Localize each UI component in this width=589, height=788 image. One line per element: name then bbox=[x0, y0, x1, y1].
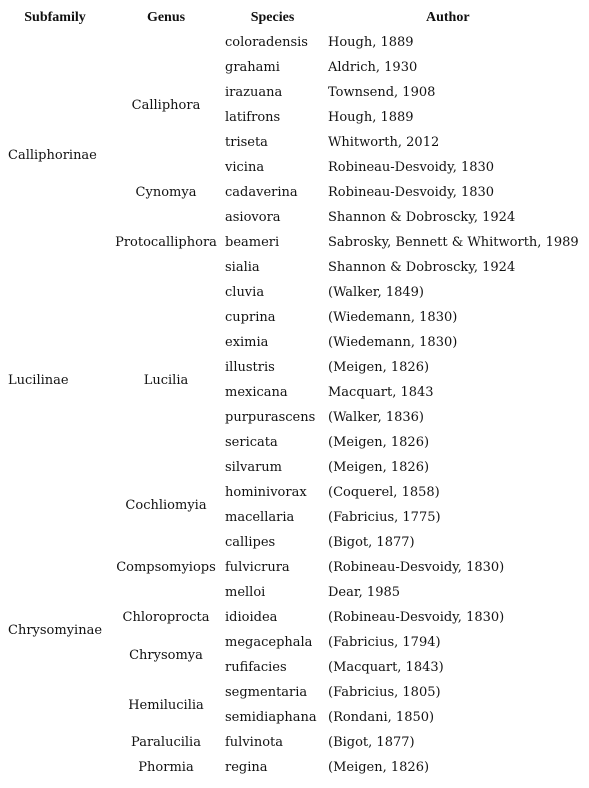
author-cell: (Fabricius, 1775) bbox=[328, 510, 441, 525]
species-cell: grahami bbox=[225, 60, 280, 75]
author-cell: Hough, 1889 bbox=[328, 35, 414, 50]
author-cell: (Meigen, 1826) bbox=[328, 760, 430, 775]
species-table bbox=[0, 5, 589, 780]
author-cell: Sabrosky, Bennett & Whitworth, 1989 bbox=[328, 235, 579, 250]
author-cell: Whitworth, 2012 bbox=[328, 135, 440, 150]
genus-cell: Compsomyiops bbox=[116, 560, 216, 575]
author-cell: Aldrich, 1930 bbox=[328, 60, 418, 75]
subfamily-cell: Lucilinae bbox=[8, 372, 69, 388]
author-cell: Shannon & Dobroscky, 1924 bbox=[328, 260, 516, 275]
species-cell: vicina bbox=[225, 160, 265, 175]
genus-cell: Protocalliphora bbox=[115, 235, 217, 250]
header-genus: Genus bbox=[146, 9, 186, 25]
table-row bbox=[0, 280, 589, 305]
author-cell: (Meigen, 1826) bbox=[328, 435, 430, 450]
author-cell: (Fabricius, 1805) bbox=[328, 685, 441, 700]
species-cell: cluvia bbox=[225, 285, 265, 300]
species-cell: purpurascens bbox=[225, 410, 316, 425]
author-cell: (Walker, 1849) bbox=[328, 285, 424, 300]
author-cell: Macquart, 1843 bbox=[328, 385, 434, 400]
subfamily-cell: Calliphorinae bbox=[8, 147, 97, 163]
species-cell: silvarum bbox=[225, 460, 282, 475]
genus-cell: Paralucilia bbox=[131, 735, 201, 750]
header-author: Author bbox=[426, 9, 470, 25]
author-cell: Townsend, 1908 bbox=[328, 85, 436, 100]
header-species: Species bbox=[250, 9, 295, 25]
author-cell: (Wiedemann, 1830) bbox=[328, 335, 458, 350]
genus-cell: Chrysomya bbox=[129, 647, 203, 663]
species-cell: eximia bbox=[225, 335, 269, 350]
species-cell: cadaverina bbox=[225, 185, 298, 200]
author-cell: (Bigot, 1877) bbox=[328, 535, 415, 550]
genus-cell: Hemilucilia bbox=[128, 697, 204, 713]
genus-cell: Lucilia bbox=[143, 372, 189, 388]
species-cell: idioidea bbox=[225, 610, 278, 625]
species-cell: macellaria bbox=[225, 510, 295, 525]
author-cell: (Meigen, 1826) bbox=[328, 460, 430, 475]
species-cell: segmentaria bbox=[225, 685, 308, 700]
species-cell: irazuana bbox=[225, 85, 283, 100]
species-cell: melloi bbox=[225, 585, 266, 600]
species-cell: semidiaphana bbox=[225, 710, 317, 725]
species-cell: beameri bbox=[225, 235, 280, 250]
species-cell: mexicana bbox=[225, 385, 288, 400]
species-cell: regina bbox=[225, 760, 268, 775]
genus-cell: Phormia bbox=[138, 760, 194, 775]
author-cell: Dear, 1985 bbox=[328, 585, 401, 600]
species-cell: cuprina bbox=[225, 310, 276, 325]
genus-cell: Calliphora bbox=[131, 97, 201, 113]
species-cell: asiovora bbox=[225, 210, 281, 225]
species-cell: callipes bbox=[225, 535, 276, 550]
table-body bbox=[0, 30, 589, 780]
author-cell: (Coquerel, 1858) bbox=[328, 485, 440, 500]
genus-cell: Cynomya bbox=[135, 185, 197, 200]
author-cell: (Robineau-Desvoidy, 1830) bbox=[328, 610, 505, 625]
author-cell: (Robineau-Desvoidy, 1830) bbox=[328, 560, 505, 575]
author-cell: (Wiedemann, 1830) bbox=[328, 310, 458, 325]
header-subfamily: Subfamily bbox=[24, 9, 86, 25]
header-row bbox=[0, 5, 589, 30]
species-cell: latifrons bbox=[225, 110, 281, 125]
species-cell: coloradensis bbox=[225, 35, 308, 50]
species-cell: fulvinota bbox=[225, 735, 284, 750]
author-cell: (Rondani, 1850) bbox=[328, 710, 435, 725]
subfamily-cell: Chrysomyinae bbox=[8, 622, 103, 638]
species-cell: sialia bbox=[225, 260, 260, 275]
genus-cell: Chloroprocta bbox=[122, 610, 210, 625]
genus-cell: Cochliomyia bbox=[125, 497, 207, 513]
author-cell: Hough, 1889 bbox=[328, 110, 414, 125]
species-cell: hominivorax bbox=[225, 485, 307, 500]
author-cell: Shannon & Dobroscky, 1924 bbox=[328, 210, 516, 225]
species-cell: fulvicrura bbox=[225, 560, 290, 575]
species-cell: illustris bbox=[225, 360, 275, 375]
table-row bbox=[0, 480, 589, 505]
author-cell: (Walker, 1836) bbox=[328, 410, 424, 425]
species-cell: rufifacies bbox=[225, 660, 287, 675]
author-cell: Robineau-Desvoidy, 1830 bbox=[328, 160, 495, 175]
species-cell: megacephala bbox=[225, 635, 313, 650]
species-cell: triseta bbox=[225, 135, 268, 150]
author-cell: (Bigot, 1877) bbox=[328, 735, 415, 750]
table-row bbox=[0, 30, 589, 55]
species-cell: sericata bbox=[225, 435, 278, 450]
author-cell: (Meigen, 1826) bbox=[328, 360, 430, 375]
author-cell: Robineau-Desvoidy, 1830 bbox=[328, 185, 495, 200]
author-cell: (Fabricius, 1794) bbox=[328, 635, 441, 650]
author-cell: (Macquart, 1843) bbox=[328, 660, 444, 675]
